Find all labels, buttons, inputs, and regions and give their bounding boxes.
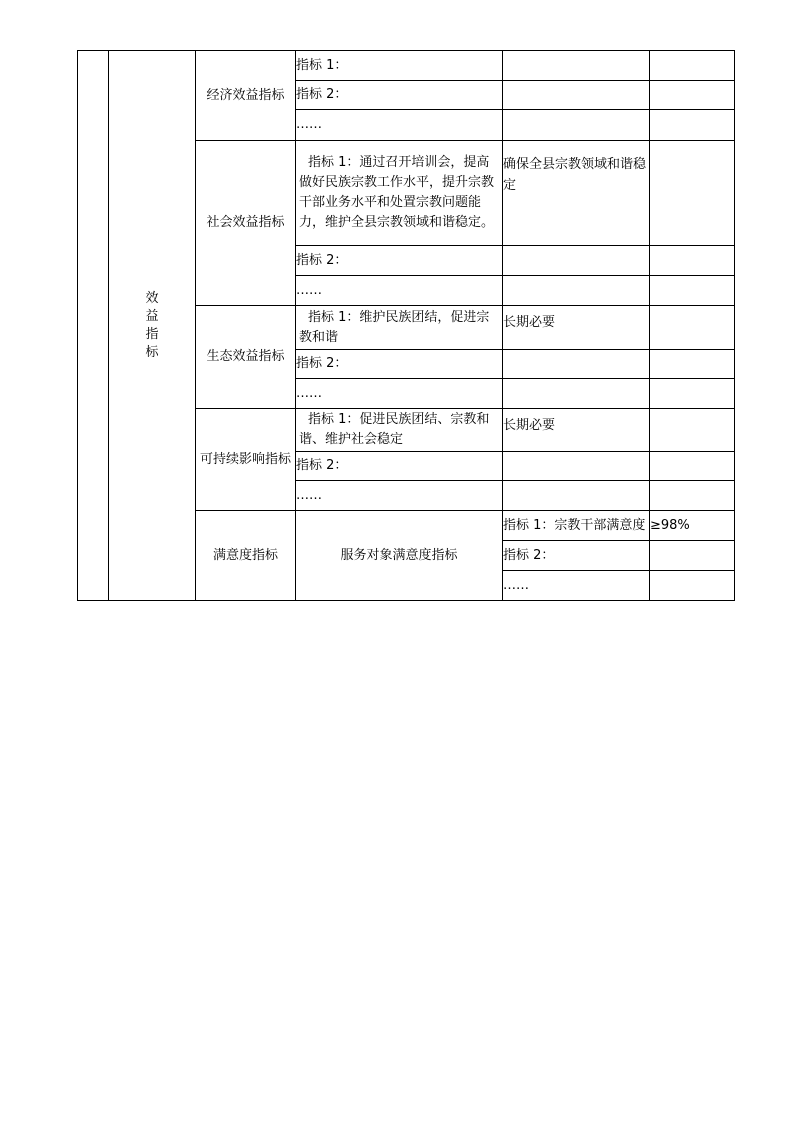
indicator-cell: 指标 1：宗教干部满意度 bbox=[503, 511, 650, 541]
indicator-cell: 指标 1：维护民族团结，促进宗教和谐 bbox=[296, 306, 503, 350]
indicator-cell: …… bbox=[296, 481, 503, 511]
value-cell bbox=[503, 276, 650, 306]
extra-cell bbox=[650, 81, 735, 110]
value-cell: 长期必要 bbox=[503, 306, 650, 350]
subcategory-economic: 经济效益指标 bbox=[196, 51, 296, 141]
indicator-cell: 指标 1：通过召开培训会，提高做好民族宗教工作水平，提升宗教干部业务水平和处置宗教问题能力，维护全县宗教领域和谐稳定。 bbox=[296, 141, 503, 246]
indicator-cell: 指标 2： bbox=[296, 452, 503, 481]
indicator-cell: 指标 2： bbox=[296, 246, 503, 276]
value-cell: ≥98% bbox=[650, 511, 735, 541]
subcategory-ecological: 生态效益指标 bbox=[196, 306, 296, 409]
extra-cell bbox=[650, 141, 735, 246]
extra-cell bbox=[650, 51, 735, 81]
value-cell: 长期必要 bbox=[503, 409, 650, 452]
outer-blank-cell bbox=[78, 51, 109, 601]
extra-cell bbox=[650, 409, 735, 452]
extra-cell bbox=[650, 246, 735, 276]
indicator-cell: 指标 2： bbox=[296, 81, 503, 110]
subcategory-sustainable: 可持续影响指标 bbox=[196, 409, 296, 511]
indicator-cell: 指标 1： bbox=[296, 51, 503, 81]
subcategory-social: 社会效益指标 bbox=[196, 141, 296, 306]
table-row bbox=[78, 51, 735, 81]
extra-cell bbox=[650, 452, 735, 481]
extra-cell bbox=[650, 379, 735, 409]
indicator-cell: 指标 2： bbox=[503, 541, 650, 571]
extra-cell bbox=[650, 481, 735, 511]
value-cell bbox=[650, 571, 735, 601]
value-cell bbox=[503, 350, 650, 379]
indicator-cell: …… bbox=[296, 276, 503, 306]
extra-cell bbox=[650, 276, 735, 306]
category-benefit-indicators: 效 益 指 标 bbox=[109, 51, 196, 601]
indicator-cell: 指标 1：促进民族团结、宗教和谐、维护社会稳定 bbox=[296, 409, 503, 452]
indicator-cell: 指标 2： bbox=[296, 350, 503, 379]
extra-cell bbox=[650, 306, 735, 350]
extra-cell bbox=[650, 350, 735, 379]
value-cell bbox=[503, 246, 650, 276]
value-cell bbox=[503, 481, 650, 511]
extra-cell bbox=[650, 110, 735, 141]
value-cell: 确保全县宗教领域和谐稳定 bbox=[503, 141, 650, 246]
value-cell bbox=[503, 452, 650, 481]
value-cell bbox=[503, 51, 650, 81]
indicator-cell: …… bbox=[503, 571, 650, 601]
performance-indicator-table bbox=[77, 50, 735, 601]
indicator-cell: …… bbox=[296, 110, 503, 141]
value-cell bbox=[503, 110, 650, 141]
indicator-cell: …… bbox=[296, 379, 503, 409]
value-cell bbox=[503, 81, 650, 110]
subcategory-service-satisfaction: 服务对象满意度指标 bbox=[296, 511, 503, 601]
value-cell bbox=[650, 541, 735, 571]
value-cell bbox=[503, 379, 650, 409]
category-satisfaction-indicators: 满意度指标 bbox=[196, 511, 296, 601]
